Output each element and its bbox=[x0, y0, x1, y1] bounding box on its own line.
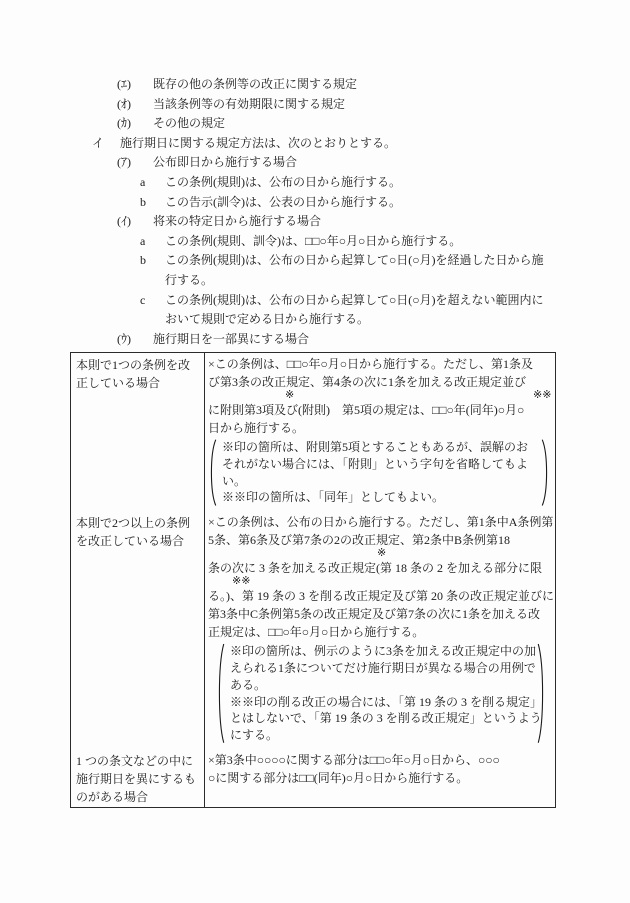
row-content-cell bbox=[205, 353, 555, 511]
reference-mark: ※ bbox=[377, 547, 387, 560]
text-line: 施行期日に関する規定方法は、次のとおりとする。 bbox=[120, 135, 397, 150]
content-line: ×この条例は、□□○年○月○日から施行する。ただし、第1条及 bbox=[208, 357, 534, 371]
reference-mark: ※※ bbox=[232, 575, 251, 588]
item-text bbox=[153, 330, 630, 350]
text-line: 公布即日から施行する場合 bbox=[153, 155, 298, 170]
text-line: その他の規定 bbox=[153, 116, 226, 131]
label-line: 施行期日を異にするも bbox=[76, 772, 197, 787]
note-line: ある。 bbox=[230, 677, 267, 692]
text-line: 将来の特定日から施行する場合 bbox=[153, 214, 322, 229]
note-paren-right-icon bbox=[537, 643, 546, 744]
reference-marks-line bbox=[208, 391, 553, 401]
note-line: い。 bbox=[222, 473, 247, 488]
item-text bbox=[165, 251, 630, 290]
label-line: を改正している場合 bbox=[76, 534, 185, 549]
reference-mark: ※※ bbox=[533, 389, 552, 401]
reference-marks-line bbox=[208, 549, 554, 559]
provision-outline bbox=[0, 75, 630, 349]
item-text bbox=[165, 193, 630, 213]
item-marker: イ bbox=[92, 135, 105, 150]
text-line: 当該条例等の有効期限に関する規定 bbox=[153, 96, 346, 111]
content-line: 条の次に 3 条を加える改正規定(第 18 条の 2 を加える部分に限 bbox=[208, 561, 542, 576]
label-line: 本則で1つの条例を改 bbox=[76, 358, 191, 372]
note-box bbox=[208, 438, 550, 507]
outline-item bbox=[0, 330, 630, 350]
note-line: にする。 bbox=[230, 728, 279, 743]
note-line: ※※印の箇所は、「同年」としてもよい。 bbox=[222, 490, 445, 505]
reference-marks-line bbox=[208, 577, 554, 587]
note-line: とはしないで、「第 19 条の 3 を削る改正規定」というよう bbox=[230, 711, 542, 726]
text-line: 既存の他の条例等の改正に関する規定 bbox=[153, 77, 358, 91]
content-line: び第3条の改正規定、第4条の次に1条を加える改正規定並び bbox=[208, 375, 527, 389]
item-marker: b bbox=[140, 253, 146, 268]
content-line: 日から施行する。 bbox=[208, 421, 305, 435]
note-line: それがない場合には、「附則」という字句を省略してもよ bbox=[222, 456, 529, 471]
outline-item bbox=[0, 232, 630, 252]
text-line: この告示(訓令)は、公表の日から施行する。 bbox=[165, 194, 401, 209]
note-line: ※※印の削る改正の場合には、「第 19 条の 3 を削る規定」 bbox=[230, 694, 543, 709]
item-marker: (ｴ) bbox=[117, 77, 131, 91]
label-line: 正している場合 bbox=[76, 376, 161, 391]
content-line: に附則第3項及び(附則) 第5項の規定は、□□○年(同年)○月○ bbox=[208, 403, 525, 417]
text-line: この条例(規則)は、公布の日から起算して○日(○月)を経過した日から施 bbox=[165, 253, 544, 268]
content-line: ○に関する部分は□□(同年)○月○日から施行する。 bbox=[208, 770, 469, 785]
text-line: 施行期日を一部異にする場合 bbox=[153, 331, 310, 346]
outline-item bbox=[0, 75, 630, 95]
table-row bbox=[71, 353, 555, 511]
content-line: る。)、第 19 条の 3 を削る改正規定及び第 20 条の改正規定並びに bbox=[208, 589, 554, 604]
item-text bbox=[165, 291, 630, 330]
outline-item bbox=[0, 95, 630, 115]
item-text bbox=[165, 232, 630, 252]
item-marker: b bbox=[140, 194, 146, 209]
enforcement-date-table bbox=[70, 352, 556, 808]
note-box bbox=[216, 642, 546, 745]
row-content-cell bbox=[205, 749, 555, 807]
content-line: ×第3条中○○○○に関する部分は□□○年○月○日から、○○○ bbox=[208, 752, 500, 767]
outline-item bbox=[0, 193, 630, 213]
outline-item bbox=[0, 114, 630, 134]
item-text bbox=[120, 134, 630, 154]
text-line: おいて規則で定める日から施行する。 bbox=[165, 312, 370, 327]
item-text bbox=[153, 75, 630, 95]
note-line: ※印の箇所は、附則第5項とすることもあるが、誤解のお bbox=[222, 440, 529, 454]
label-line: 本則で2つ以上の条例 bbox=[76, 516, 191, 531]
content-line: ×この条例は、公布の日から施行する。ただし、第1条中A条例第 bbox=[208, 515, 554, 530]
row-content-cell bbox=[205, 511, 556, 749]
note-line: えられる1条についてだけ施行期日が異なる場合の用例で bbox=[230, 660, 536, 675]
row-label-cell bbox=[71, 511, 205, 749]
item-text bbox=[153, 95, 630, 115]
item-marker: (ｵ) bbox=[117, 96, 131, 111]
label-line: 1 つの条文などの中に bbox=[76, 753, 194, 768]
table-row bbox=[71, 511, 555, 749]
text-line: この条例(規則、訓令)は、□□○年○月○日から施行する。 bbox=[165, 233, 462, 248]
row-label-cell bbox=[71, 353, 205, 511]
item-marker: c bbox=[140, 292, 146, 307]
note-line: ※印の箇所は、例示のように3条を加える改正規定中の加 bbox=[230, 644, 537, 659]
outline-item bbox=[0, 251, 630, 290]
item-marker: (ｳ) bbox=[117, 331, 131, 346]
item-marker: (ｶ) bbox=[117, 116, 131, 131]
row-label-cell bbox=[71, 749, 205, 807]
reference-mark: ※ bbox=[285, 389, 295, 401]
note-paren-left-icon bbox=[208, 439, 217, 506]
item-text bbox=[165, 173, 630, 193]
item-text bbox=[153, 153, 630, 173]
note-paren-left-icon bbox=[216, 643, 225, 744]
outline-item bbox=[0, 134, 630, 154]
text-line: 行する。 bbox=[165, 272, 214, 287]
outline-item bbox=[0, 291, 630, 330]
content-line: 正規定は、□□○年○月○日から施行する。 bbox=[208, 625, 425, 640]
item-marker: a bbox=[140, 233, 146, 248]
content-line: 第3条中C条例第5条の改正規定及び第7条の次に1条を加える改 bbox=[208, 607, 541, 622]
content-line: 5条、第6条及び第7条の2の改正規定、第2条中B条例第18 bbox=[208, 533, 511, 548]
item-marker: a bbox=[140, 174, 146, 189]
outline-item bbox=[0, 212, 630, 232]
outline-item bbox=[0, 173, 630, 193]
label-line: のがある場合 bbox=[76, 790, 149, 805]
text-line: この条例(規則)は、公布の日から起算して○日(○月)を超えない範囲内に bbox=[165, 292, 544, 307]
table-row bbox=[71, 749, 555, 807]
note-paren-right-icon bbox=[541, 439, 550, 506]
item-marker: (ｱ) bbox=[117, 155, 131, 170]
item-marker: (ｲ) bbox=[117, 214, 131, 229]
item-text bbox=[153, 114, 630, 134]
text-line: この条例(規則)は、公布の日から施行する。 bbox=[165, 174, 401, 189]
outline-item bbox=[0, 153, 630, 173]
item-text bbox=[153, 212, 630, 232]
